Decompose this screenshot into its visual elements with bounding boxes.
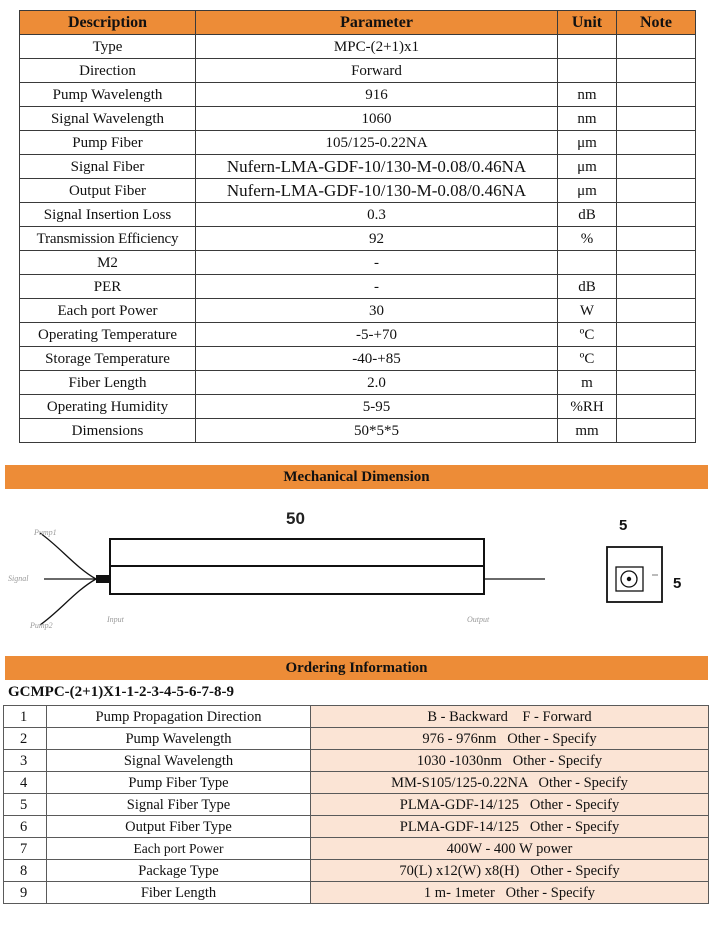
- ordering-information-header: Ordering Information: [5, 656, 708, 680]
- order-value: 70(L) x12(W) x8(H) Other - Specify: [311, 860, 709, 882]
- order-name: Pump Propagation Direction: [47, 706, 311, 728]
- row-parameter: -: [196, 251, 558, 275]
- input-label: Input: [107, 615, 124, 624]
- order-num: 5: [4, 794, 47, 816]
- header-parameter: Parameter: [196, 11, 558, 35]
- row-description: Dimensions: [20, 419, 196, 443]
- table-row: [20, 395, 696, 419]
- order-num: 1: [4, 706, 47, 728]
- specification-table: [19, 10, 696, 443]
- row-unit: ºC: [558, 347, 617, 371]
- row-parameter: 0.3: [196, 203, 558, 227]
- row-note: [617, 347, 696, 371]
- table-row: [20, 347, 696, 371]
- table-row: [20, 323, 696, 347]
- row-parameter: Nufern-LMA-GDF-10/130-M-0.08/0.46NA: [196, 155, 558, 179]
- row-unit: ºC: [558, 323, 617, 347]
- table-row: [20, 275, 696, 299]
- row-unit: W: [558, 299, 617, 323]
- row-note: [617, 371, 696, 395]
- row-description: Signal Insertion Loss: [20, 203, 196, 227]
- row-parameter: 30: [196, 299, 558, 323]
- row-unit: [558, 35, 617, 59]
- table-row: [20, 227, 696, 251]
- row-unit: dB: [558, 275, 617, 299]
- row-description: M2: [20, 251, 196, 275]
- row-unit: [558, 251, 617, 275]
- row-description: Each port Power: [20, 299, 196, 323]
- row-description: Fiber Length: [20, 371, 196, 395]
- table-row: [20, 155, 696, 179]
- row-note: [617, 83, 696, 107]
- row-parameter: 5-95: [196, 395, 558, 419]
- row-note: [617, 203, 696, 227]
- row-note: [617, 227, 696, 251]
- row-unit: dB: [558, 203, 617, 227]
- end-view-core: [627, 577, 631, 581]
- pump-fiber-top: [40, 533, 96, 579]
- row-note: [617, 251, 696, 275]
- row-parameter: Forward: [196, 59, 558, 83]
- order-name: Pump Wavelength: [47, 728, 311, 750]
- order-num: 6: [4, 816, 47, 838]
- signal-label: Signal: [8, 574, 29, 583]
- row-parameter: 105/125-0.22NA: [196, 131, 558, 155]
- row-description: Pump Fiber: [20, 131, 196, 155]
- row-description: Operating Temperature: [20, 323, 196, 347]
- order-name: Signal Wavelength: [47, 750, 311, 772]
- order-name: Pump Fiber Type: [47, 772, 311, 794]
- row-description: PER: [20, 275, 196, 299]
- table-row: [4, 794, 709, 816]
- mechanical-dimension-header: Mechanical Dimension: [5, 465, 708, 489]
- table-row: [20, 203, 696, 227]
- header-unit: Unit: [558, 11, 617, 35]
- table-row: [4, 772, 709, 794]
- row-note: [617, 395, 696, 419]
- order-name: Output Fiber Type: [47, 816, 311, 838]
- order-num: 2: [4, 728, 47, 750]
- table-row: [4, 706, 709, 728]
- row-parameter: -5-+70: [196, 323, 558, 347]
- order-value: PLMA-GDF-14/125 Other - Specify: [311, 816, 709, 838]
- order-num: 7: [4, 838, 47, 860]
- pump-fiber-bottom: [40, 579, 96, 625]
- order-name: Each port Power: [47, 838, 311, 860]
- row-description: Type: [20, 35, 196, 59]
- row-description: Pump Wavelength: [20, 83, 196, 107]
- length-dimension-label: 50: [286, 509, 305, 528]
- row-note: [617, 107, 696, 131]
- table-row: [4, 860, 709, 882]
- row-unit: nm: [558, 83, 617, 107]
- row-note: [617, 179, 696, 203]
- width-dimension-label: 5: [619, 517, 628, 534]
- table-row: [20, 107, 696, 131]
- row-note: [617, 275, 696, 299]
- row-unit: [558, 59, 617, 83]
- output-label: Output: [467, 615, 490, 624]
- row-unit: mm: [558, 419, 617, 443]
- table-row: [20, 179, 696, 203]
- row-description: Storage Temperature: [20, 347, 196, 371]
- row-description: Operating Humidity: [20, 395, 196, 419]
- order-value: 1030 -1030nm Other - Specify: [311, 750, 709, 772]
- order-value: 400W - 400 W power: [311, 838, 709, 860]
- table-row: [20, 83, 696, 107]
- model-code: GCMPC-(2+1)X1-1-2-3-4-5-6-7-8-9: [8, 684, 234, 700]
- table-row: [4, 728, 709, 750]
- row-parameter: 916: [196, 83, 558, 107]
- order-num: 3: [4, 750, 47, 772]
- row-parameter: 92: [196, 227, 558, 251]
- mechanical-drawing: [0, 495, 719, 640]
- row-unit: nm: [558, 107, 617, 131]
- row-note: [617, 131, 696, 155]
- row-unit: μm: [558, 131, 617, 155]
- table-row: [20, 59, 696, 83]
- row-description: Direction: [20, 59, 196, 83]
- row-note: [617, 299, 696, 323]
- row-note: [617, 59, 696, 83]
- table-row: [20, 131, 696, 155]
- order-value: PLMA-GDF-14/125 Other - Specify: [311, 794, 709, 816]
- order-value: 1 m- 1meter Other - Specify: [311, 882, 709, 904]
- order-name: Fiber Length: [47, 882, 311, 904]
- row-unit: %RH: [558, 395, 617, 419]
- row-description: Signal Wavelength: [20, 107, 196, 131]
- row-parameter: 1060: [196, 107, 558, 131]
- row-parameter: MPC-(2+1)x1: [196, 35, 558, 59]
- row-description: Transmission Efficiency: [20, 227, 196, 251]
- pump-top-label: Pump1: [34, 528, 57, 537]
- ordering-table: [3, 705, 709, 904]
- header-note: Note: [617, 11, 696, 35]
- row-unit: m: [558, 371, 617, 395]
- order-name: Package Type: [47, 860, 311, 882]
- order-name: Signal Fiber Type: [47, 794, 311, 816]
- row-parameter: 50*5*5: [196, 419, 558, 443]
- row-note: [617, 419, 696, 443]
- order-value: MM-S105/125-0.22NA Other - Specify: [311, 772, 709, 794]
- order-num: 9: [4, 882, 47, 904]
- pump-bottom-label: Pump2: [30, 621, 53, 630]
- row-parameter: -40-+85: [196, 347, 558, 371]
- row-note: [617, 35, 696, 59]
- row-unit: μm: [558, 179, 617, 203]
- row-unit: %: [558, 227, 617, 251]
- table-row: [20, 35, 696, 59]
- row-note: [617, 155, 696, 179]
- input-ferrule: [96, 575, 110, 583]
- row-note: [617, 323, 696, 347]
- height-dimension-label: 5: [673, 575, 682, 592]
- order-num: 4: [4, 772, 47, 794]
- table-row: [20, 299, 696, 323]
- table-row: [4, 750, 709, 772]
- table-row: [20, 371, 696, 395]
- spec-header-row: [20, 11, 696, 35]
- table-row: [4, 838, 709, 860]
- row-parameter: Nufern-LMA-GDF-10/130-M-0.08/0.46NA: [196, 179, 558, 203]
- row-parameter: 2.0: [196, 371, 558, 395]
- row-parameter: -: [196, 275, 558, 299]
- order-value: 976 - 976nm Other - Specify: [311, 728, 709, 750]
- order-value: B - Backward F - Forward: [311, 706, 709, 728]
- row-unit: μm: [558, 155, 617, 179]
- table-row: [4, 816, 709, 838]
- table-row: [20, 419, 696, 443]
- row-description: Output Fiber: [20, 179, 196, 203]
- header-description: Description: [20, 11, 196, 35]
- table-row: [4, 882, 709, 904]
- order-num: 8: [4, 860, 47, 882]
- table-row: [20, 251, 696, 275]
- row-description: Signal Fiber: [20, 155, 196, 179]
